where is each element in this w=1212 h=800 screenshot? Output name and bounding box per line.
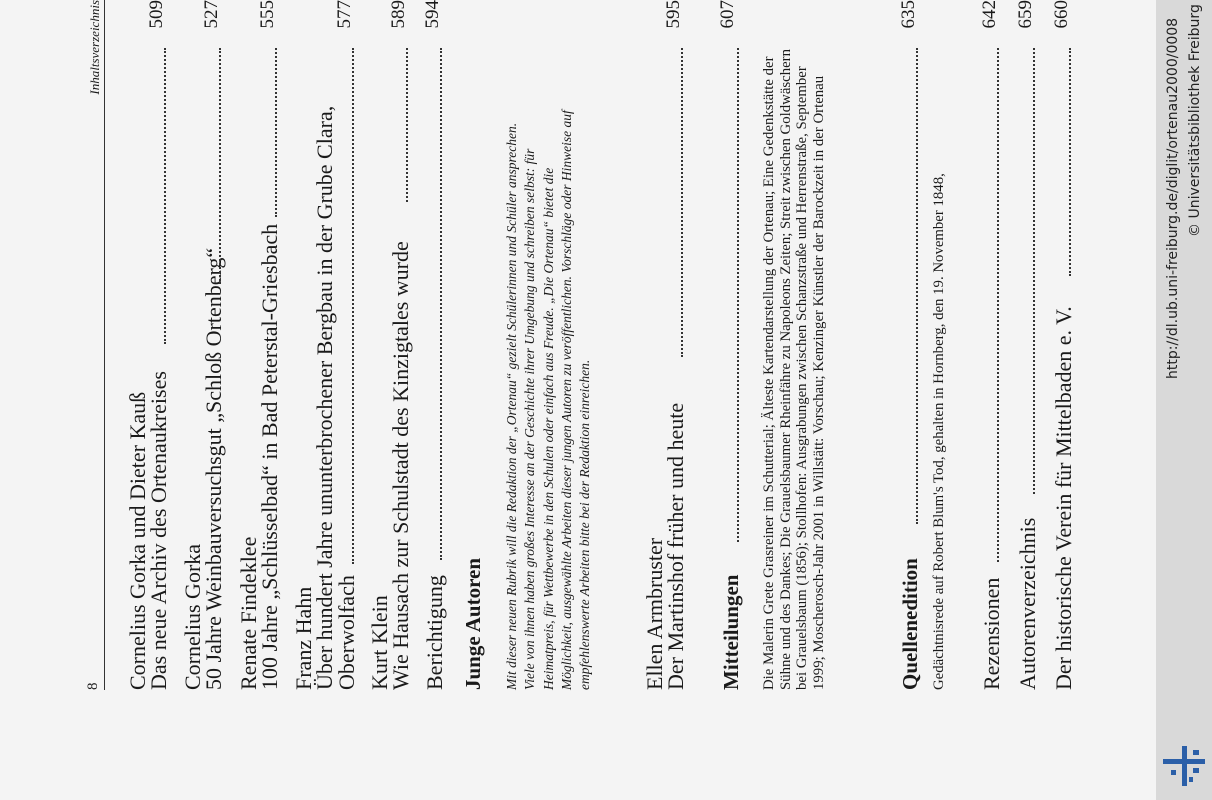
entry-title: Rezensionen bbox=[979, 577, 1004, 690]
section-heading: Junge Autoren bbox=[461, 557, 485, 690]
entry-page: 555 bbox=[257, 0, 278, 29]
entry-author: Franz Hahn bbox=[291, 586, 316, 690]
dot-leader bbox=[275, 48, 277, 217]
entry-title: Autorenverzeichnis bbox=[1015, 517, 1040, 690]
entry-page: 589 bbox=[388, 0, 409, 29]
dot-leader bbox=[406, 48, 408, 202]
dot-leader bbox=[219, 48, 221, 284]
entry-author: Cornelius Gorka bbox=[180, 543, 205, 690]
dot-leader bbox=[737, 48, 739, 542]
header-rule bbox=[104, 0, 105, 690]
section-text: Die Malerin Grete Grasreiner im Schutterial; Älteste Kartendarstellung der Ortenau; Eine Gedenkstätte der Sühne und des Dankes; Die Grauelsbaumer Rheinfähre zu Napoleons Zeiten; Streit zwischen Goldwäschern bei Grauelsbaum (1856); Stollhofen: Ausgrabungen zwischen Schanzstraße und Herrenstraße, September 1999; Moscherosch-Jahr 2001 in Willstätt: Vorschau; Kenzinger Künstler der Barockzeit in der Ortenau bbox=[761, 48, 827, 690]
entry-author: Ellen Armbruster bbox=[642, 537, 667, 690]
entry-page: 660 bbox=[1051, 0, 1072, 29]
section-heading: Mitteilungen bbox=[719, 574, 743, 690]
dot-leader bbox=[352, 48, 354, 564]
entry-title: Über hundert Jahre ununterbrochener Bergbau in der Grube Clara, bbox=[312, 105, 337, 690]
dot-leader bbox=[164, 48, 166, 344]
ub-freiburg-logo-icon bbox=[1163, 746, 1205, 786]
entry-title: Berichtigung bbox=[422, 575, 447, 690]
entry-page: 577 bbox=[334, 0, 355, 29]
dot-leader bbox=[1033, 48, 1035, 494]
dot-leader bbox=[440, 48, 442, 560]
entry-title: 100 Jahre „Schlüsselbad“ in Bad Peterstal-Griesbach bbox=[257, 223, 282, 690]
entry-title: 50 Jahre Weinbauversuchsgut „Schloß Ortenberg“ bbox=[201, 247, 226, 690]
entry-page: 607 bbox=[717, 0, 738, 29]
entry-title: Wie Hausach zur Schulstadt des Kinzigtales wurde bbox=[388, 241, 413, 690]
entry-page: 659 bbox=[1015, 0, 1036, 29]
entry-author: Kurt Klein bbox=[367, 595, 392, 690]
page-number: 8 bbox=[85, 682, 101, 690]
entry-page: 595 bbox=[663, 0, 684, 29]
entry-title: Das neue Archiv des Ortenaukreises bbox=[146, 371, 171, 690]
section-text: Gedächtnisrede auf Robert Blum's Tod, gehalten in Hornberg, den 19. November 1848, bbox=[931, 173, 947, 690]
entry-page: 642 bbox=[979, 0, 1000, 29]
section-heading: Quellenedition bbox=[898, 558, 922, 690]
copyright-notice: © Universitätsbibliothek Freiburg bbox=[1187, 4, 1203, 237]
document-page bbox=[85, 0, 1212, 690]
dot-leader bbox=[681, 48, 683, 357]
entry-author: Cornelius Gorka und Dieter Kauß bbox=[125, 391, 150, 690]
entry-title-continued: Oberwolfach bbox=[334, 575, 359, 690]
entry-page: 635 bbox=[898, 0, 919, 29]
dot-leader bbox=[1069, 48, 1071, 276]
dot-leader bbox=[916, 48, 918, 524]
dot-leader bbox=[997, 48, 999, 562]
section-note: Mit dieser neuen Rubrik will die Redaktion der „Ortenau“ gezielt Schülerinnen und Schüler ansprechen. Viele von ihnen haben großes Interesse an der Geschichte ihrer Umgebung und schreiben selbst: für Heimatpreis, für Wettbewerbe in den Schulen oder einfach aus Freude. „Die Ortenau“ bietet die Möglichkeit, ausgewählte Arbeiten dieser jungen Autoren zu veröffentlichen. Vorschläge oder Hinweise auf empfehlenswerte Arbeiten bitte bei der Redaktion einreichen. bbox=[504, 110, 593, 690]
entry-page: 527 bbox=[201, 0, 222, 29]
entry-author: Renate Findeklee bbox=[236, 536, 261, 690]
running-head: Inhaltsverzeichnis bbox=[87, 0, 102, 95]
entry-page: 509 bbox=[146, 0, 167, 29]
entry-title: Der historische Verein für Mittelbaden e. V. bbox=[1051, 306, 1076, 690]
entry-title: Der Martinshof früher und heute bbox=[663, 402, 688, 690]
entry-page: 594 bbox=[422, 0, 443, 29]
source-url-link[interactable]: http://dl.ub.uni-freiburg.de/diglit/ortenau2000/0008 bbox=[1165, 17, 1181, 379]
